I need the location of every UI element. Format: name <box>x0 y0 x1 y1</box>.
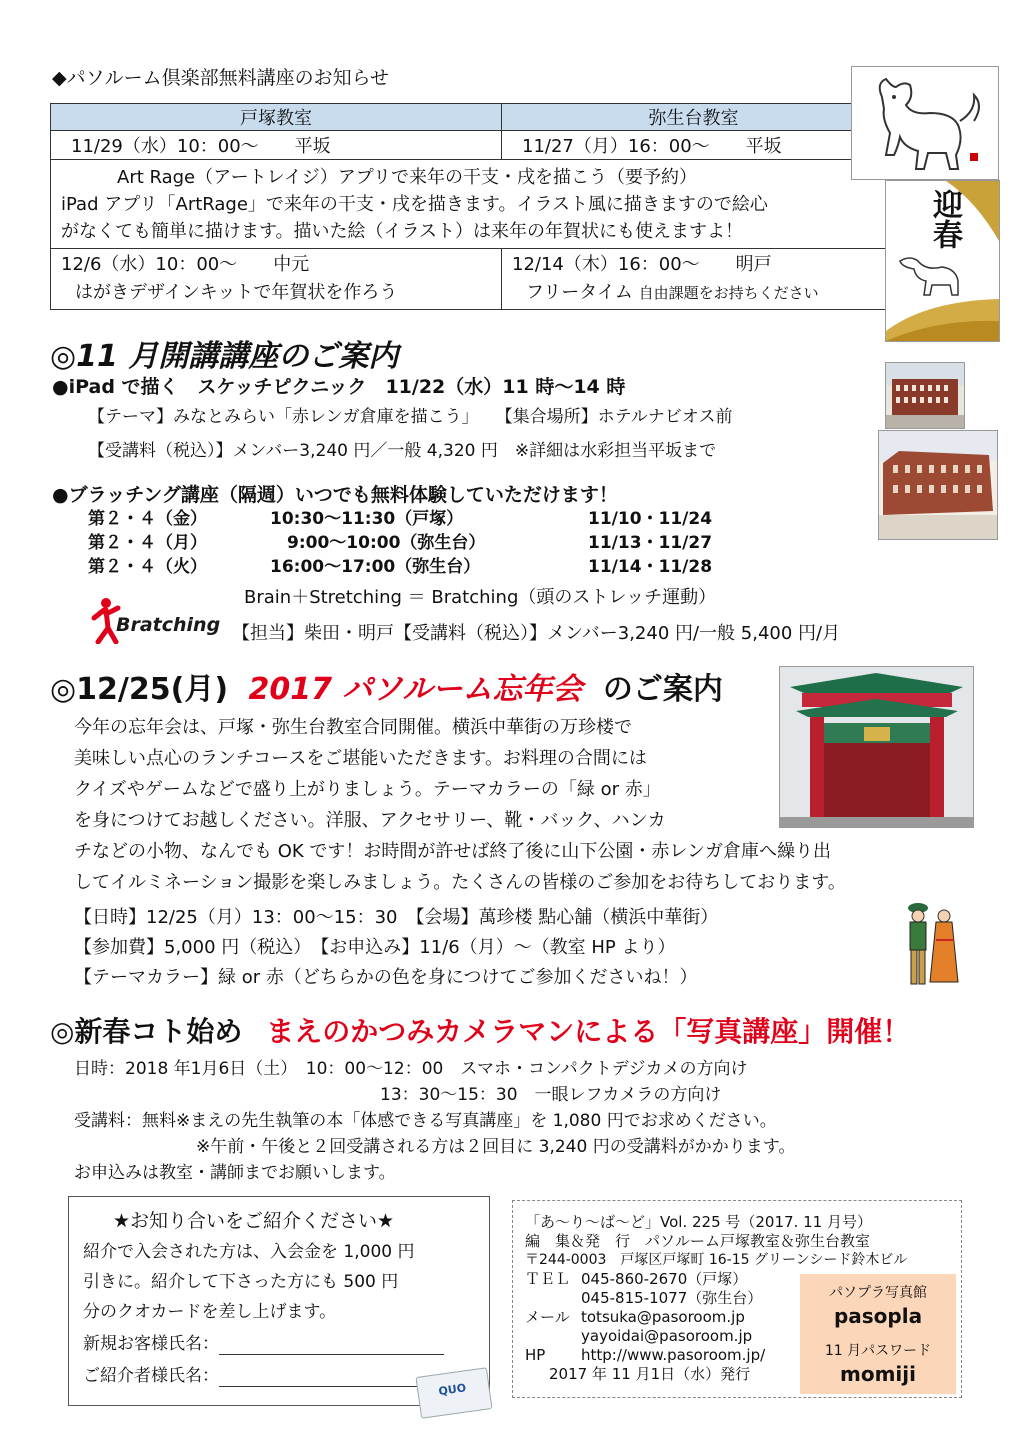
schedule-line <box>512 279 875 307</box>
party-description <box>74 712 846 898</box>
bratching-day: 第２・４（月） <box>88 533 207 553</box>
password-value: momiji <box>840 1362 916 1386</box>
bratching-day: 第２・４（金） <box>88 509 207 529</box>
party-date: ◎12/25(月) <box>50 672 229 707</box>
november-heading: ◎11 月開講講座のご案内 <box>50 339 399 374</box>
geishun-text: 迎春 <box>927 189 962 249</box>
photo-class-heading-prefix: ◎新春コト始め <box>50 1015 243 1048</box>
bratching-day: 第２・４（火） <box>88 557 207 577</box>
party-fee-application: 【参加費】5,000 円（税込） 【お申込み】11/6（月）～（教室 HP より） <box>74 937 676 958</box>
party-heading <box>50 664 723 708</box>
schedule-line: はがきデザインキットで年賀状を作ろう <box>75 282 398 303</box>
referral-title: ★お知り合いをご紹介ください★ <box>113 1210 395 1232</box>
referrer-name-line <box>219 1368 444 1387</box>
quo-card-logo: QUO <box>437 1381 467 1399</box>
new-customer-name-line <box>219 1336 444 1355</box>
schedule-cell: 11/27（月）16：00～ 平坂 <box>502 131 886 160</box>
tel-totsuka: 045-860-2670（戸塚） <box>581 1270 748 1288</box>
referrer-name-label: ご紹介者様氏名： <box>83 1366 219 1386</box>
colophon-publisher: 編 集＆発 行 パソルーム戸塚教室＆弥生台教室 <box>525 1232 871 1250</box>
pasopla-label: パソプラ写真館 <box>829 1285 927 1301</box>
party-text-line: 美味しい点心のランチコースをご堪能いただきます。お料理の合間には <box>74 748 647 769</box>
bratching-logo <box>86 596 226 644</box>
bratching-time: 10:30～11:30（戸塚） <box>270 509 464 529</box>
party-date-venue: 【日時】12/25（月）13：00～15：30 【会場】萬珍楼 點心舗（横浜中華街） <box>74 907 719 928</box>
bratching-time: 16:00～17:00（弥生台） <box>270 557 481 577</box>
col-header-yayoidai: 弥生台教室 <box>502 104 886 131</box>
hp-label: HP <box>525 1346 546 1364</box>
referral-text-line: 引きに。紹介して下さった方にも 500 円 <box>83 1272 399 1292</box>
photo-class-date: 日時：2018 年1月6日（土） 10：00～12：00 スマホ・コンパクトデジカメの方向け <box>74 1059 748 1079</box>
ipad-course-fee: 【受講料（税込）】メンバー3,240 円／一般 4,320 円 ※詳細は水彩担当平坂まで <box>88 441 717 461</box>
chinatown-gate-photo <box>779 666 974 828</box>
party-text-line: を身につけてお越しください。洋服、アクセサリー、靴・バック、ハンカ <box>74 810 666 831</box>
bratching-dates: 11/14・11/28 <box>588 557 713 577</box>
tel-label: ＴＥＬ <box>525 1270 571 1288</box>
party-text-line: 今年の忘年会は、戸塚・弥生台教室合同開催。横浜中華街の万珍楼で <box>74 717 632 738</box>
couple-illustration <box>896 900 966 992</box>
referrer-name-field[interactable] <box>83 1365 444 1387</box>
red-brick-painting <box>878 430 998 540</box>
new-customer-name-label: 新規お客様氏名： <box>83 1334 219 1354</box>
bratching-formula: Brain＋Stretching ＝ Bratching（頭のストレッチ運動） <box>244 587 717 608</box>
photo-class-heading-title: まえのかつみカメラマンによる「写真講座」開催！ <box>266 1015 911 1048</box>
red-brick-photo <box>885 362 965 429</box>
artrage-desc-line: iPad アプリ「ArtRage」で来年の干支・戌を描きます。イラスト風に描きますので絵心 <box>61 193 768 215</box>
quo-card-image <box>415 1367 492 1419</box>
party-theme-color: 【テーマカラー】緑 or 赤（どちらかの色を身につけてご参加くださいね！） <box>74 967 698 988</box>
tel-yayoidai: 045-815-1077（弥生台） <box>581 1289 763 1307</box>
col-header-totsuka: 戸塚教室 <box>51 104 502 131</box>
schedule-line: 12/6（水）10：00～ 中元 <box>61 254 310 275</box>
photo-class-application: お申込みは教室・講師までお願いします。 <box>74 1163 396 1183</box>
bratching-time: 9:00～10:00（弥生台） <box>270 533 486 553</box>
artrage-desc-line: がなくても簡単に描けます。描いた絵（イラスト）は来年の年賀状にも使えますよ！ <box>61 220 744 242</box>
artrage-description <box>51 160 886 249</box>
referral-text-line: 紹介で入会された方は、入会金を 1,000 円 <box>83 1242 415 1262</box>
bratching-staff-fee: 【担当】柴田・明戸【受講料（税込）】メンバー3,240 円/一般 5,400 円/月 <box>232 623 841 644</box>
schedule-cell <box>51 249 502 310</box>
new-customer-name-field[interactable] <box>83 1333 444 1355</box>
photo-class-afternoon: 13：30～15：30 一眼レフカメラの方向け <box>380 1085 722 1105</box>
party-text-line: してイルミネーション撮影を楽しみましょう。たくさんの皆様のご参加をお待ちしております。 <box>74 872 846 893</box>
pasopla-name: pasopla <box>833 1304 923 1328</box>
artrage-title: Art Rage（アートレイジ）アプリで来年の干支・戌を描こう（要予約） <box>117 166 697 188</box>
schedule-cell: 11/29（水）10：00～ 平坂 <box>51 131 502 160</box>
referral-text-line: 分のクオカードを差し上げます。 <box>83 1302 337 1322</box>
new-year-card <box>885 180 1000 342</box>
colophon-issue: 「あ～り～ば～ど」Vol. 225 号（2017. 11 月号） <box>525 1213 872 1231</box>
freetime-note: 自由課題をお持ちください <box>638 284 819 302</box>
ipad-course-title: ●iPad で描く スケッチピクニック 11/22（水）11 時～14 時 <box>52 376 626 398</box>
photo-class-fee-note: ※午前・午後と２回受講される方は２回目に 3,240 円の受講料がかかります。 <box>196 1137 796 1157</box>
password-label: 11 月パスワード <box>824 1343 932 1359</box>
schedule-line: 12/14（木）16：00～ 明戸 <box>512 254 772 275</box>
party-heading-suffix: のご案内 <box>602 672 723 707</box>
freetime-label: フリータイム <box>526 282 633 303</box>
free-lectures-heading: ◆パソルーム倶楽部無料講座のお知らせ <box>52 67 390 89</box>
schedule-cell <box>502 249 886 310</box>
bratching-dates: 11/13・11/27 <box>588 533 713 553</box>
photo-class-heading <box>50 1010 910 1050</box>
hp-link[interactable]: http://www.pasoroom.jp/ <box>581 1346 766 1364</box>
ipad-course-theme: 【テーマ】みなとみらい「赤レンガ倉庫を描こう」 【集合場所】ホテルナビオス前 <box>88 407 733 427</box>
pasopla-box <box>800 1274 956 1394</box>
dog-illustration <box>851 66 999 180</box>
mail-label: メール <box>525 1308 570 1326</box>
photo-class-fee: 受講料：無料※まえの先生執筆の本「体感できる写真講座」を 1,080 円でお求めください。 <box>74 1111 777 1131</box>
mail-totsuka[interactable]: totsuka@pasoroom.jp <box>581 1308 745 1326</box>
free-lectures-table <box>50 103 886 310</box>
bratching-dates: 11/10・11/24 <box>588 509 713 529</box>
colophon-address: 〒244-0003 戸塚区戸塚町 16-15 グリーンシード鈴木ビル <box>525 1252 908 1268</box>
bratching-logo-text: Bratching <box>116 614 221 636</box>
colophon-issued-date: 2017 年 11 月1日（水）発行 <box>549 1365 751 1383</box>
mail-yayoidai[interactable]: yayoidai@pasoroom.jp <box>581 1327 753 1345</box>
party-title: 2017 パソルーム忘年会 <box>248 672 583 707</box>
party-text-line: チなどの小物、なんでも OK です！お時間が許せば終了後に山下公園・赤レンガ倉庫へ繰り出 <box>74 841 831 862</box>
bratching-course-title: ●ブラッチング講座（隔週）いつでも無料体験していただけます！ <box>52 484 618 506</box>
party-text-line: クイズやゲームなどで盛り上がりましょう。テーマカラーの「緑 or 赤」 <box>74 779 661 800</box>
